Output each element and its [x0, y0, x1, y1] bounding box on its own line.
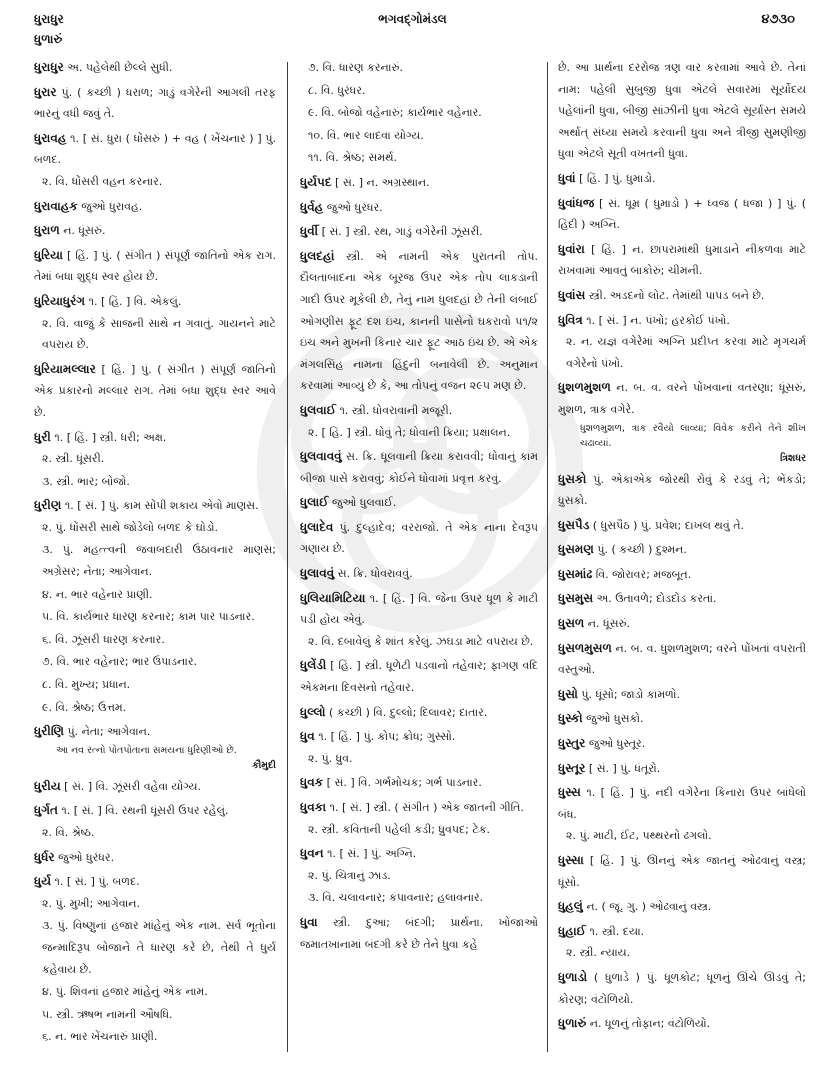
dictionary-entry: [34, 495, 276, 718]
entry-line: [300, 446, 538, 489]
headword: ધુહાઈ: [558, 923, 586, 938]
entry-line: [300, 563, 538, 585]
entry-line: [300, 843, 538, 865]
dictionary-entry: [34, 245, 276, 288]
entry-line: [558, 684, 806, 706]
entry-line: [34, 776, 276, 798]
dictionary-entry: [558, 684, 806, 706]
entry-line: [300, 492, 538, 514]
definition-text: ૧. [ સં. ] પું. કામ સોંપી શકાય એવો માણસ.: [64, 499, 259, 513]
sense-definition: ૯. વિ. શ્રેષ્ઠ; ઉત્તમ.: [42, 700, 127, 714]
entry-line: [300, 772, 538, 794]
headword: ધુરિયામલ્લાર: [34, 361, 96, 376]
headword: ધુરાવાહક: [34, 198, 78, 213]
quote-text: ધુશળમુશળ, ત્રાક રવૈયો લાવ્યા; વિવેક કરીને તેને શીખ ચઢાવ્યાં.: [580, 422, 806, 449]
dictionary-entry: [34, 871, 276, 1048]
definition-text: સ્ત્રી. એ નામની એક પુરાતની તોપ. દૌલતાબાદના એક બૂરજ ઉપર એક તોપ લાકડાની ગાદી ઉપર મૂકેલી છે, તેનું નામ ધુલદહાં છે તેની લંબાઈ ઓગણીસ ફૂટ દશ ઇંચ, કાનની પાસેનો ઘકરાવો પ૧/૨ ઇંચ અને મુખની કિનાર ચાર ફૂટ આઠ ઇંચ છે. એ એક મંગલસિંહ નામના હિંદુની બનાવેલી છે. અનુમાન કરવામાં આવ્યું છે કે, આ તોપનું વજન ૨૯૫ મણ છે.: [300, 249, 538, 393]
headword: ધુવન: [300, 846, 324, 861]
definition-text: ન. બ. વ. ધુશળમુશળ; વરને પોંખતાં વપરાતી વસ્તુઓ.: [558, 641, 806, 677]
dictionary-entry: [558, 469, 806, 512]
definition-text: ૧. [ હિં. ] વિ. એકલું.: [88, 294, 182, 308]
dictionary-entry: [558, 638, 806, 681]
entry-line: [558, 1013, 806, 1035]
definition-text: [ સં. ] ન. અગ્રસ્થાન.: [335, 175, 430, 189]
dictionary-entry: [558, 564, 806, 586]
definition-text: જુઓ ધુસકો.: [586, 712, 644, 726]
entry-line: [558, 57, 806, 165]
definition-text: ન. ધૂળનું તોફાન; વંટોળિયો.: [589, 1017, 711, 1031]
entry-line: [558, 168, 806, 190]
entry-line: [300, 246, 538, 397]
definition-text: પું. ધૂંસો; જાડો કામળો.: [581, 687, 680, 701]
entry-line: [34, 800, 276, 822]
definition-text: ૧. [ હિં. ] સ્ત્રી. ધરી; અક્ષ.: [54, 430, 167, 444]
definition-text: સ્ત્રી. દુઆ; બંદગી; પ્રાર્થના. ખોજાઓ જમાતખાનામાં બંદગી કરે છે તેને ધુવા કહે: [300, 915, 538, 951]
usage-quote: [558, 421, 806, 466]
definition-text: પું. ( કચ્છી ) દુશ્મન.: [597, 543, 687, 557]
definition-text: [ સં. ] વિ. ગર્ભમોચક; ગર્ભ પાડનાર.: [326, 776, 482, 790]
entry-line: [558, 613, 806, 635]
headword: ધુરાર: [34, 84, 57, 99]
definition-text: જુઓ ધુરંધર.: [326, 200, 383, 214]
headword: ધુવા: [300, 914, 318, 929]
dictionary-entry: [558, 588, 806, 610]
headword: ધુરીણ: [34, 498, 62, 513]
entry-line: [558, 588, 806, 610]
definition-text: [ સં. ] વિ. ઝૂંસરી વહેવા યોગ્ય.: [64, 779, 201, 793]
entry-line: [34, 427, 276, 449]
headword: ધુલાવવું: [300, 566, 335, 581]
dictionary-entry: [300, 797, 538, 840]
sense-definition: ૩. પું. મહત્ત્વની જવાબદારી ઉઠાવનાર માણસ; અગ્રેસર; નેતા; આગેવાન.: [42, 543, 276, 579]
entry-line: [300, 797, 538, 819]
dictionary-entry: [558, 377, 806, 465]
definition-text: જુઓ ધુરાવહ.: [81, 199, 143, 213]
sense-definition: ૨. વિ. શ્રેષ્ઠ.: [42, 826, 95, 839]
headword: ધુલેંડી: [300, 658, 327, 673]
definition-text: સ. ક્રિ. ધોવરાવવું.: [337, 567, 413, 581]
dictionary-entry: [34, 721, 276, 773]
headword: ધુસળમુસળ: [558, 640, 612, 655]
sense-definition: ૬. ન. ભાર ખેંચનારું પ્રાણી.: [42, 1030, 158, 1044]
dictionary-entry: [300, 726, 538, 769]
dictionary-entry: [34, 57, 276, 79]
sense-definition: ૨. ન. યજ્ઞ વગેરેમાં અગ્નિ પ્રદીપ્ત કરવા માટે મૃગચર્મ વગેરેનો પંખો.: [566, 335, 806, 370]
headword: ધુસ્તુર: [558, 736, 586, 751]
headword: ધુલવાવવું: [300, 449, 342, 464]
dictionary-entry: [34, 291, 276, 356]
sense-definition: ૧૦. વિ. ભાર લાદવા યોગ્ય.: [308, 128, 424, 142]
dictionary-entry: [34, 427, 276, 493]
entry-line: [34, 196, 276, 218]
dictionary-entry: [34, 776, 276, 798]
headword: ધુવાંસ: [558, 287, 586, 302]
sense-definition: ૨. પું. ધોંસરી સાથે જોડેલો બળદ કે ઘોડો.: [42, 520, 219, 534]
entry-line: [558, 708, 806, 730]
headword: ધુર્વહ: [300, 199, 324, 214]
dictionary-entry: [558, 921, 806, 964]
dictionary-entry: [34, 196, 276, 218]
headword: ધુલવાઈ: [300, 402, 336, 417]
sense-definition: ૨. સ્ત્રી. કવિતાની પહેલી કડી; ધ્રુવપદ; ટેક.: [308, 822, 491, 836]
headword: ધુહલું: [558, 899, 583, 914]
headword: ધુરાવહ: [34, 130, 67, 145]
entry-line: [558, 310, 806, 332]
dictionary-entry: [558, 613, 806, 635]
dictionary-entry: [558, 782, 806, 847]
entry-line: [558, 782, 806, 825]
dictionary-entry: [558, 515, 806, 537]
sense-definition: ૨. વિ. ધોંસરી વહન કરનાર.: [42, 174, 163, 188]
headword: ધુરીણિ: [34, 724, 65, 739]
dictionary-entry: [558, 57, 806, 165]
dictionary-entry: [558, 239, 806, 282]
guide-word-first: ધુરાધુર: [34, 12, 64, 26]
headword: ધુળારું: [558, 1016, 587, 1031]
definition-text: ૧. [ હિં. ] પું. કોપ; ક્રોધ; ગુસ્સો.: [318, 730, 456, 744]
definition-text: ન. ધૂંસરું.: [63, 224, 106, 238]
dictionary-entry: [558, 708, 806, 730]
entry-line: [34, 847, 276, 869]
definition-text: જુઓ ધુલવાઈ.: [331, 496, 397, 510]
headword: ધુરાળ: [34, 223, 60, 238]
headword: ધુસળ: [558, 616, 585, 631]
entry-line: [558, 758, 806, 780]
definition-text: ૧. [ હિં. ] પું. નદી વગેરેના કિનારા ઉપર બાંધેલો બંધ.: [558, 786, 807, 821]
definition-text: ન. બ. વ. વરને પોંખવાનાં વતરણાં; ધૂંસરું, મુશળ, ત્રાક વગેરે.: [558, 381, 806, 416]
definition-text: [ સં. ધૂમ્ર ( ધુમાડો ) + ધ્વજ ( ધજા ) ] પું. ( હિંદી ) અગ્નિ.: [558, 196, 806, 232]
sense-definition: ૭. વિ. ભાર વહેનાર; ભાર ઉપાડનાર.: [42, 655, 198, 669]
dictionary-entry: [558, 310, 806, 375]
dictionary-entry: [300, 655, 538, 698]
entry-line: [300, 588, 538, 631]
headword: ધુલદહાં: [300, 248, 335, 263]
sense-definition: ૩. વિ. ચલાવનાર; કંપાવનાર; હલાવનાર.: [308, 891, 484, 905]
definition-text: પું. દુલ્હાદેવ; વરરાજો. તે એક નાના દેવરૂપ ગણાય છે.: [300, 520, 538, 556]
quote-text: આ નવ રત્નો પોતપોતાના સમયના ધુરિણીઓ છે.: [56, 744, 237, 756]
sense-definition: ૩. પું. વિષ્ણુનાં હજાર માંહેનું એક નામ. સર્વ ભૂતોના જન્માદિરૂપ બોજાને તે ધારણ કરે છે, તેથી તે ધુર્ય કહેવાય છે.: [42, 919, 276, 976]
sense-definition: ૩. સ્ત્રી. ભાર; બોજો.: [42, 474, 130, 488]
definition-text: ૧. [ સં. ] ન. પંખો; હરકોઈ પંખો.: [586, 313, 730, 327]
definition-text: અ. ઉતાવળે; દોડદોડ કરતાં.: [596, 592, 717, 606]
headword: ધુસપૈડ: [558, 517, 590, 532]
sense-definition: ૨. સ્ત્રી. ધૂંસરી.: [42, 452, 105, 466]
entry-line: [558, 469, 806, 512]
sense-definition: ૨. પું. ચિત્રાનું ઝાડ.: [308, 868, 391, 882]
entry-line: [558, 193, 806, 236]
dictionary-entry: [34, 359, 276, 424]
dictionary-entry: [300, 57, 538, 169]
dictionary-entry: [300, 772, 538, 794]
dictionary-entry: [34, 800, 276, 843]
headword: ધુશળમુશળ: [558, 380, 611, 395]
definition-text: ૧. [ હિં. ] વિ. જેના ઉપર ધૂળ કે માટી પડી હોય એવું.: [300, 591, 538, 627]
definition-text: ૧. [ સં. ધુરા ( ધોંસરું ) + વહ ( ખેંચનાર ) ] પું. બળદ.: [34, 131, 277, 167]
dictionary-entry: [300, 702, 538, 724]
definition-text: સ. ક્રિ. ધૂલવાની ક્રિયા કરાવવી; ધોવાનું કામ બીજા પાસે કરાવવું; કોઈને ધોવામાં પ્રવૃત્ત કરવું.: [300, 450, 539, 485]
dictionary-entry: [558, 850, 806, 893]
headword: ધુર્યપદ: [300, 174, 332, 189]
dictionary-entry: [300, 492, 538, 514]
column-divider: [547, 62, 548, 1052]
headword: ધુસમુસ: [558, 591, 594, 606]
entry-line: [558, 239, 806, 282]
column-middle: [300, 57, 538, 1051]
headword: ધુર્ય: [34, 874, 52, 889]
entry-line: [34, 82, 276, 125]
headword: ધુસમાંઢ: [558, 566, 593, 581]
headword: ધુરી: [34, 429, 51, 444]
headword: ધુર્ધર: [34, 849, 55, 864]
dictionary-entry: [300, 197, 538, 219]
definition-text: [ સં. ] પું. ધંતૂરો.: [588, 761, 661, 775]
dictionary-entry: [558, 1013, 806, 1035]
dictionary-entry: [300, 843, 538, 909]
dictionary-entry: [300, 400, 538, 443]
entry-line: [558, 896, 806, 918]
headword: ધુવકા: [300, 800, 327, 814]
headword: ધુવાંરા: [558, 241, 585, 256]
entry-line: [34, 291, 276, 313]
dictionary-entry: [558, 733, 806, 755]
column-divider: [287, 62, 288, 1052]
headword: ધુરીય: [34, 778, 61, 793]
definition-text: [ સં. ] સ્ત્રી. રથ, ગાડું વગેરેની ઝૂંસરી.: [321, 225, 483, 239]
sense-definition: ૨. પું. મુખી; આગેવાન.: [42, 896, 141, 910]
quote-source: કૌમુદી: [252, 759, 276, 771]
entry-line: [300, 172, 538, 194]
entry-line: [34, 359, 276, 424]
column-left: [34, 57, 276, 1051]
headword: ધુસ્તૂર: [558, 760, 586, 775]
headword: ધુવક: [300, 775, 324, 790]
headword: ધુવાં: [558, 170, 576, 185]
headword: ધુલિયામિટિયા: [300, 590, 366, 605]
entry-line: [300, 197, 538, 219]
entry-line: [300, 517, 538, 560]
dictionary-entry: [300, 517, 538, 560]
entry-line: [300, 726, 538, 748]
dictionary-entry: [300, 588, 538, 653]
dictionary-entry: [34, 128, 276, 193]
headword: ધુસો: [558, 686, 578, 701]
definition-text: ન. ( જૂ. ગુ. ) ઓઢવાનું વસ્ત્ર.: [586, 900, 712, 914]
definition-text: ( કચ્છી ) વિ. દુલ્લો; દિલાવર; દાતાર.: [329, 705, 488, 719]
entry-line: [300, 400, 538, 422]
definition-text: ૧. [ સં. ] સ્ત્રી. ( સંગીત ) એક જાતની ગીતિ.: [329, 801, 524, 814]
sense-definition: ૮. વિ. મુખ્ય; પ્રધાન.: [42, 678, 131, 692]
dictionary-entry: [300, 912, 538, 955]
dictionary-entry: [558, 539, 806, 561]
sense-definition: ૧૧. વિ. શ્રેષ્ઠ; સમર્થ.: [308, 151, 398, 165]
definition-text: પું. ( કચ્છી ) ધરાળ; ગાડું વગેરેની આગલી તરફ ભારનું વધી જવું તે.: [34, 85, 277, 121]
definition-text: ૧. સ્ત્રી. દયા.: [589, 924, 645, 938]
definition-text: જુઓ ધુસ્તૂર.: [588, 737, 646, 751]
dictionary-entry: [558, 285, 806, 307]
entry-line: [300, 702, 538, 724]
definition-text: ૧. સ્ત્રી. ધોવરાવાની મજૂરી.: [339, 403, 453, 417]
definition-text: [ હિં. ] પું. ઊનનું એક જાતનું ઓઢવાનું વસ્ત્ર; ધૂંસો.: [558, 854, 807, 889]
definition-text: ન. ધૂંસરું.: [587, 617, 631, 631]
headword: ધુસ્કો: [558, 711, 583, 726]
definition-text: ( ધુળાડે ) પું. ધૂળકોટ; ધૂળનું ઊંચે ઊડવું તે; કોરણ; વંટોળિયો.: [558, 970, 806, 1006]
page-header: [0, 0, 825, 58]
sense-definition: ૮. વિ. ધુરંધર.: [308, 83, 366, 97]
definition-text: [ હિં. ] ન. છાપરામાંથી ધુમાડાને નીકળવા માટે રાખવામાં આવતું બાકોરું; ચીમની.: [558, 242, 807, 278]
headword: ધુવાંધજ: [558, 195, 595, 210]
definition-text: પું. એકાએક જોરથી રોવું કે રડવું તે; ભેંકડો; ધ્રુસકો.: [558, 472, 807, 508]
headword: ધુસકો: [558, 471, 587, 486]
headword: ધુરાધુર: [34, 60, 64, 74]
sense-definition: ૪. ન. ભાર વહેનાર પ્રાણી.: [42, 587, 153, 601]
entry-line: [558, 285, 806, 307]
headword: ધુલાઈ: [300, 495, 329, 510]
dictionary-entry: [558, 758, 806, 780]
definition-text: ૧. [ સં. ] પું. અગ્નિ.: [327, 847, 417, 861]
entry-line: [558, 638, 806, 681]
dictionary-entry: [34, 220, 276, 242]
headword: ધુસમણ: [558, 542, 594, 557]
headword: ધુળાડો: [558, 969, 588, 984]
definition-text: સ્ત્રી. અડદનો લોટ. તેમાંથી પાપડ બને છે.: [588, 288, 765, 302]
sense-definition: ૨. સ્ત્રી. ન્યાય.: [566, 946, 631, 960]
headword: ધુલ્લો: [300, 704, 326, 719]
entry-line: [300, 912, 538, 955]
sense-definition: ૨. [ હિં. ] સ્ત્રી. ધોવું તે; ધોવાની ક્રિયા; પ્રક્ષાલન.: [308, 425, 511, 439]
entry-line: [300, 655, 538, 698]
entry-line: [558, 733, 806, 755]
page-number: ૪૭૩૦: [761, 12, 795, 27]
definition-text: [ હિં. ] પું. ધુમાડો.: [579, 171, 656, 185]
sense-definition: ૫. સ્ત્રી. ઋષભ નામની ઔષધિ.: [42, 1007, 173, 1021]
definition-text: વિ. જોરાવર; મજબૂત.: [595, 567, 692, 581]
dictionary-entry: [300, 221, 538, 243]
dictionary-entry: [558, 193, 806, 236]
headword: ધુર્ગત: [34, 803, 58, 818]
definition-text: અ. પહેલેથી છેલ્લે સુધી.: [67, 61, 173, 74]
entry-line: [558, 921, 806, 943]
usage-quote: [34, 743, 276, 773]
dictionary-entry: [300, 172, 538, 194]
guide-word-last: ધુળારું: [34, 32, 63, 46]
entry-line: [34, 245, 276, 288]
dictionary-entry: [300, 446, 538, 489]
entry-line: [558, 539, 806, 561]
definition-text: પું. નેતા; આગેવાન.: [67, 725, 151, 739]
entry-line: [558, 377, 806, 420]
entry-line: [558, 564, 806, 586]
definition-text: [ હિં. ] પું. ( સંગીત ) સંપૂર્ણ જાતિનો એક પ્રકારનો મલ્લાર રાગ. તેમાં બધા શુદ્ધ સ્વર આવે છે.: [34, 362, 277, 419]
sense-definition: ૯. વિ. બોજો વહેનારું; કાર્યભાર વહેનાર.: [308, 106, 482, 120]
headword: ધુવિત્ર: [558, 312, 583, 327]
definition-text: [ હિં. ] પું. ( સંગીત ) સંપૂર્ણ જાતિનો એક રાગ. તેમાં બધા શુદ્ધ સ્વર હોય છે.: [34, 248, 276, 284]
headword: ધુરિયા: [34, 247, 63, 262]
headword: ધુલાદેવ: [300, 519, 334, 534]
entry-line: [34, 220, 276, 242]
dictionary-entry: [558, 967, 806, 1010]
sense-definition: ૭. વિ. ધારણ કરનારું.: [308, 61, 403, 74]
dictionary-entry: [34, 847, 276, 869]
definition-text: ૧. [ સં. ] વિ. રથની ધૂંસરી ઉપર રહેલું.: [61, 804, 229, 818]
definition-text: ( ધુસપૈઠ ) પું. પ્રવેશ; દાખલ થવું તે.: [592, 518, 745, 532]
headword: ધુવ: [300, 729, 315, 744]
dictionary-entry: [300, 563, 538, 585]
headword: ધુરિયાધુરંગ: [34, 293, 86, 308]
entry-line: [34, 57, 276, 79]
entry-line: [558, 850, 806, 893]
headword: ધુસ્સ: [558, 785, 581, 800]
column-right: [558, 57, 806, 1051]
definition-text: ૧. [ સં. ] પું. બળદ.: [54, 875, 140, 889]
sense-definition: ૨. વિ. વાજું કે સાજની સાથે ન ગવાતું. ગાયનને માટે વપરાય છે.: [42, 316, 276, 352]
dictionary-entry: [558, 896, 806, 918]
entry-line: [34, 721, 276, 743]
dictionary-entry: [300, 246, 538, 397]
entry-line: [34, 128, 276, 171]
sense-definition: ૨. વિ. દબાવેલું કે શાંત કરેલું. ઝઘડા માટે વપરાય છે.: [308, 634, 534, 648]
dictionary-entry: [558, 168, 806, 190]
quote-source: ત્રિશધર: [780, 452, 806, 464]
headword: ધુર્વી: [300, 224, 319, 239]
definition-text: જુઓ ધુરંધર.: [58, 850, 115, 864]
dictionary-entry: [34, 82, 276, 125]
headword: ધુસ્સા: [558, 853, 584, 867]
running-title: ભગવદ્ગોમંડલ: [378, 12, 447, 26]
sense-definition: ૪. પું. શિવનાં હજાર માંહેનું એક નામ.: [42, 985, 208, 999]
entry-line: [34, 495, 276, 517]
entry-line: [558, 967, 806, 1010]
sense-definition: ૬. વિ. ઝૂંસરી ધારણ કરનાર.: [42, 632, 165, 646]
definition-text: છે. આ પ્રાર્થના દરરોજ ત્રણ વાર કરવામાં આવે છે. તેનાં નામ: પહેલી સુબુજી ધુવા એટલે સવારમાં સૂર્યોદય પહેલાંની ધુવા, બીજી સાંઝીની ધુવા એટલે સૂર્યાસ્ત સમયે અર્થાત્ સંધ્યા સમયે કરવાની ધુવા અને ત્રીજી સુમણીજી ધુવા એટલે સૂતી વખતની ધુવા.: [558, 61, 806, 161]
entry-line: [300, 221, 538, 243]
sense-definition: ૨. પું. માટી, ઈંટ, પથ્થરનો ઢગલો.: [566, 829, 712, 843]
entry-line: [558, 515, 806, 537]
definition-text: [ હિં. ] સ્ત્રી. ધૂળેટી પડવાનો તહેવાર; ફાગણ વદિ એકમના દિવસનો તહેવાર.: [300, 659, 539, 695]
sense-definition: ૫. વિ. કાર્યભાર ધારણ કરનાર; કામ પાર પાડનાર.: [42, 610, 255, 624]
sense-definition: ૨. પું. ધ્રુવ.: [308, 751, 353, 765]
entry-line: [34, 871, 276, 893]
